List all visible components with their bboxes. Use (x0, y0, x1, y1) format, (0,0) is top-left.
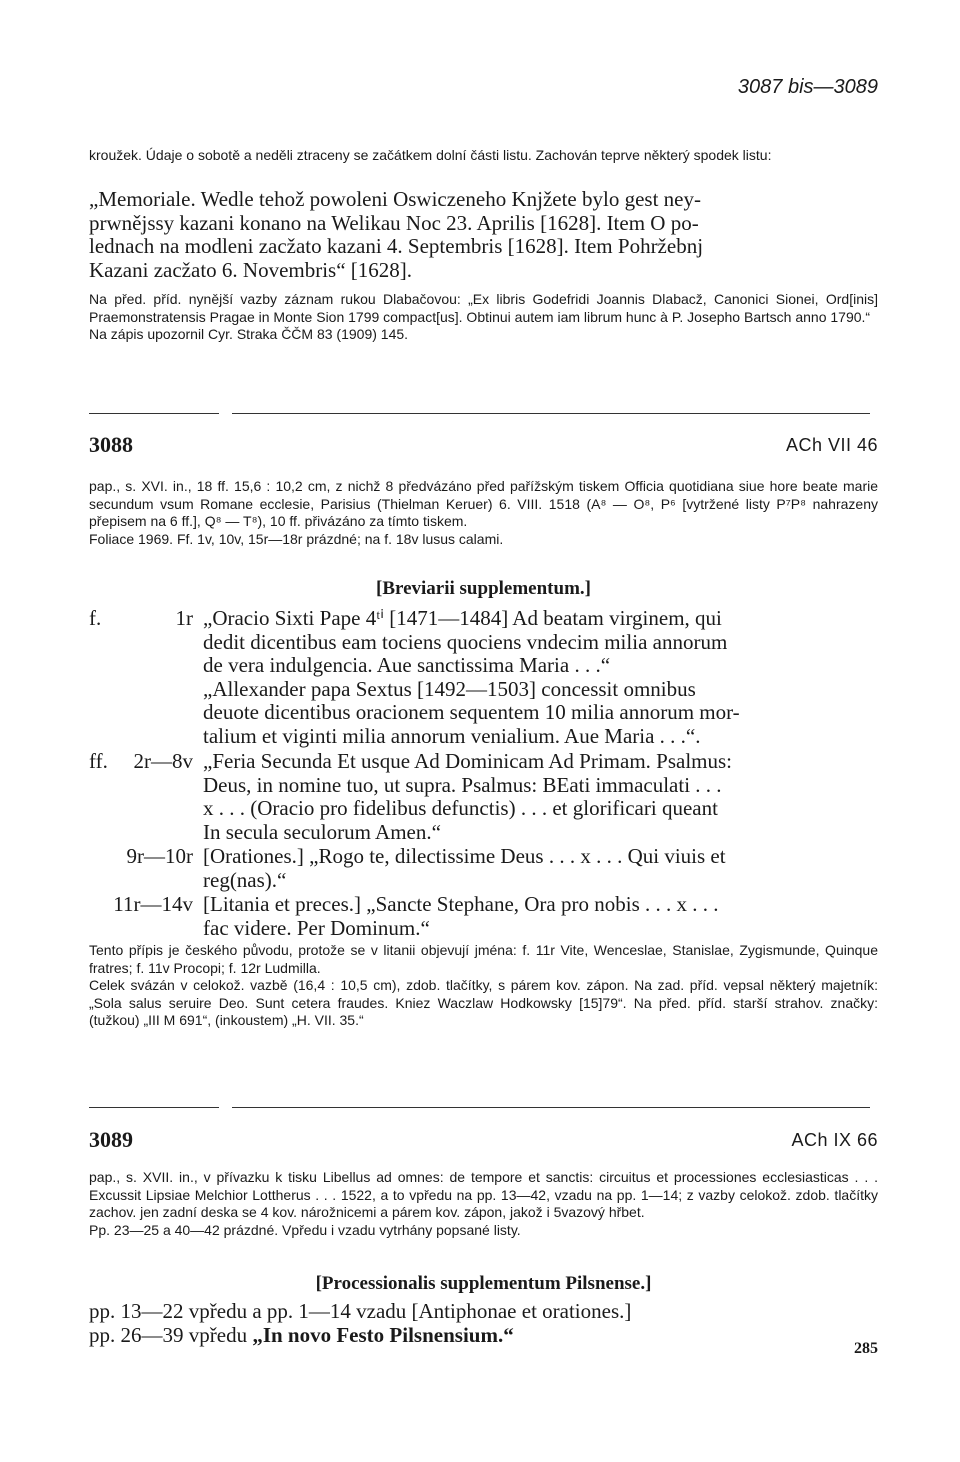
folio-ref: 11r—14v (113, 892, 193, 916)
text-line: talium et viginti milia annorum venialium. Aue Maria . . .“. (203, 723, 701, 748)
description-paragraph: pap., s. XVII. in., v přívazku k tisku Libellus ad omnes: de tempore et sanctis: circuitus et processiones ecclesiasticas . . . Excussit Lipsiae Melchior Lottherus . . . 1522, a to vpředu na pp. 13—42, vzadu na pp. 1—14; z vazby celokož. zdob. tlačítky zachov. jen zadní deska se 4 kov. nárožnicemi a párem kov. zápon, jakož i 5vazový hřbet. (89, 1169, 878, 1220)
note-paragraph: Celek svázán v celokož. vazbě (16,4 : 10,5 cm), zdob. tlačítky, s párem kov. zápon. Na zad. příd. vepsal některý majetník: „Sola salus seruire Deo. Sunt cetera fraudes. Kniez Waczlaw Hodkowsky [15]79“. Na před. příd. starší strahov. značky: (tužkou) „III M 691“, (inkoustem) „H. VII. 35.“ (89, 977, 878, 1028)
text-line: fac videre. Per Dominum.“ (203, 915, 430, 940)
note-paragraph: Na zápis upozornil Cyr. Straka ČČM 83 (1909) 145. (89, 326, 409, 342)
entry-number: 3088 (89, 432, 133, 457)
text-line: [Litania et preces.] „Sancte Stephane, Ora pro nobis . . . x . . . (203, 892, 719, 916)
separator-rule (89, 413, 219, 414)
text-line: In secula seculorum Amen.“ (203, 819, 441, 844)
text-line (89, 1323, 879, 1347)
quote-line: „Memoriale. Wedle tehož powoleni Oswiczeneho Knjžete bylo gest ney- (89, 187, 701, 211)
quote-line: lednach na modleni zacžato kazani 4. Septembris [1628]. Item Pohržebnj (89, 234, 704, 259)
text-line: „Allexander papa Sextus [1492—1503] concessit omnibus (203, 676, 696, 701)
folio-abbrev: f. (89, 606, 102, 630)
contents-text (203, 750, 879, 844)
contents-lines (89, 1299, 879, 1347)
page-number: 285 (854, 1340, 878, 1357)
quote-line: prwnějssy kazani konano na Welikau Noc 23. Aprilis [1628]. Item O po- (89, 210, 699, 235)
page-range: pp. 26—39 vpředu (89, 1323, 253, 1347)
text-line: dedit dicentibus eam tociens quociens vndecim milia annorum (203, 629, 728, 654)
entry-title: [Breviarii supplementum.] (376, 578, 591, 599)
separator-rule (232, 1107, 870, 1108)
memoriale-quote (89, 188, 878, 282)
folio-abbrev: ff. (89, 749, 108, 773)
separator-rule (89, 1107, 219, 1108)
text-line: [Orationes.] „Rogo te, dilectissime Deus . . . x . . . Qui viuis et (203, 844, 726, 868)
shelfmark: ACh IX 66 (791, 1130, 878, 1150)
folio-ref: 9r—10r (126, 844, 193, 868)
entry-3087-note (89, 147, 878, 165)
text-line: „Oracio Sixti Pape 4ᵗⁱ [1471—1484] Ad beatam virginem, qui (203, 606, 722, 630)
text-line: Deus, in nomine tuo, ut supra. Psalmus: BEati immaculati . . . (203, 772, 722, 797)
bold-title: „In novo Festo Pilsnensium.“ (252, 1323, 514, 1347)
text-line: deuote dicentibus oracionem sequentem 10 milia annorum mor- (203, 700, 740, 725)
description-paragraph: pap., s. XVI. in., 18 ff. 15,6 : 10,2 cm, z nichž 8 předvázáno před pařížským tiskem Officia quotidiana siue hore beate marie secundum vsum Romane ecclesie, Parisius (Thielman Keruer) 6. VIII. 1518 (A⁸ — O⁸, P⁶ [vytržené listy P⁷P⁸ nahrazeny přepisem na 6 ff.], Q⁸ — T⁸), 10 ff. přivázáno za tímto tiskem. (89, 478, 878, 529)
foliation-paragraph: Foliace 1969. Ff. 1v, 10v, 15r—18r prázdné; na f. 18v lusus calami. (89, 530, 504, 547)
text-line: reg(nas).“ (203, 867, 287, 892)
folio-ref: 1r (175, 606, 193, 630)
shelfmark: ACh VII 46 (785, 435, 878, 455)
note-paragraph: kroužek. Údaje o sobotě a neděli ztraceny se začátkem dolní části listu. Zachován teprve některý spodek listu: (89, 147, 772, 163)
note-paragraph: Na před. příd. nynější vazby záznam rukou Dlabačovou: „Ex libris Godefridi Joannis Dlabacž, Canonici Sionei, Ord[inis] Praemonstratensis Pragae in Monte Sion 1799 compact[us]. Obtinui autem iam librum hunc à P. Josepho Bartsch anno 1790.“ (89, 291, 878, 325)
blank-pages-paragraph: Pp. 23—25 a 40—42 prázdné. Vpředu i vzadu vytrhány popsané listy. (89, 1221, 521, 1238)
entry-3088-description (89, 478, 878, 548)
entry-3089-description (89, 1169, 878, 1239)
text-line: pp. 13—22 vpředu a pp. 1—14 vzadu [Antiphonae et orationes.] (89, 1299, 632, 1323)
text-line: x . . . (Oracio pro fidelibus defunctis) . . . et glorificari queant (203, 796, 718, 821)
separator-rule (232, 413, 870, 414)
quote-line: Kazani zacžato 6. Novembris“ [1628]. (89, 257, 413, 282)
entry-3088-notes (89, 942, 878, 1030)
note-paragraph: Tento přípis je českého původu, protože se v litanii objevují jména: f. 11r Vite, Wenceslae, Stanislae, Zygismunde, Quinque fratres; f. 11v Procopi; f. 12r Ludmilla. (89, 942, 878, 976)
running-head: 3087 bis—3089 (737, 76, 878, 98)
entry-number: 3089 (89, 1127, 133, 1152)
entry-title: [Processionalis supplementum Pilsnense.] (315, 1273, 652, 1294)
contents-text (203, 607, 879, 749)
contents-text (203, 893, 879, 940)
folio-ref: 2r—8v (133, 749, 193, 773)
text-line: „Feria Secunda Et usque Ad Dominicam Ad Primam. Psalmus: (203, 749, 733, 773)
entry-3087-notes (89, 291, 878, 344)
text-line: de vera indulgencia. Aue sanctissima Maria . . .“ (203, 653, 611, 678)
contents-text (203, 845, 879, 892)
